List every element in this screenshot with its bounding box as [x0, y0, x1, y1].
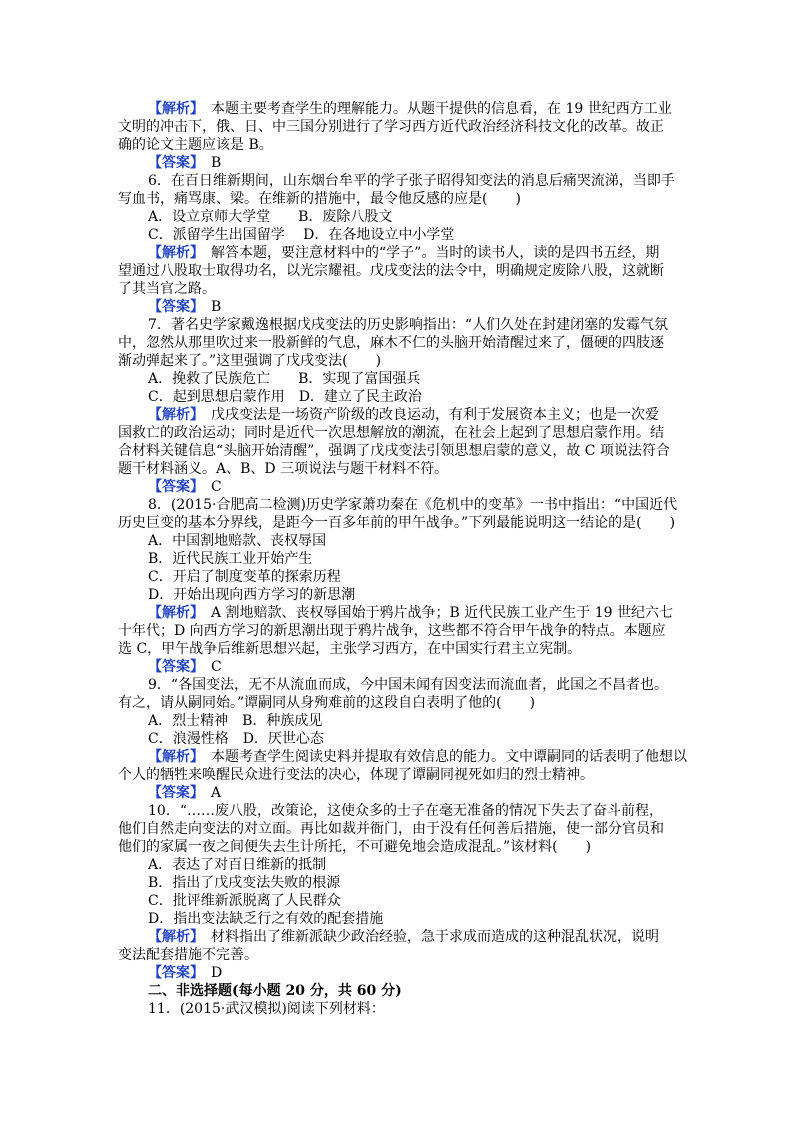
answer-label: 【答案】: [148, 659, 197, 675]
line-text: B: [197, 155, 222, 171]
text-line: [118, 334, 664, 352]
line-text: A．中国割地赔款、丧权辱国: [148, 533, 327, 549]
analysis-label: 【解析】: [148, 101, 197, 117]
text-line: [148, 568, 341, 586]
line-text: 题干材料涵义。A、B、D 三项说法与题干材料不符。: [118, 461, 449, 477]
line-text: 中，忽然从那里吹过来一股新鲜的气息，麻木不仁的头脑开始清醒过来了，僵硬的四肢逐: [118, 335, 664, 351]
text-line: [148, 982, 402, 1000]
text-line: [118, 460, 448, 478]
line-text: C．派留学生出国留学 D．在各地设立中小学堂: [148, 227, 455, 243]
text-line: [148, 370, 420, 388]
text-line: [118, 424, 664, 442]
line-text: 了其当官之路。: [118, 281, 216, 297]
line-text: 望通过八股取士取得功名，以光宗耀祖。戊戌变法的法令中，明确规定废除八股，这就断: [118, 263, 664, 279]
text-line: [118, 352, 381, 370]
text-line: [118, 766, 594, 784]
text-line: [148, 550, 312, 568]
line-text: 个人的牺牲来唤醒民众进行变法的决心，体现了谭嗣同视死如归的烈士精神。: [118, 767, 594, 783]
line-text: 戊戌变法是一场资产阶级的改良运动，有利于发展资本主义；也是一次爱: [197, 407, 659, 423]
text-line: [148, 874, 340, 892]
line-text: C．浪漫性格 D．厌世心态: [148, 731, 324, 747]
line-text: 9．“各国变法，无不从流血而成，今中国未闻有因变法而流血者，此国之不昌者也。: [148, 677, 669, 693]
analysis-label: 【解析】: [148, 245, 197, 261]
line-text: A．挽救了民族危亡 B．实现了富国强兵: [148, 371, 421, 387]
labeled-text-line: [148, 748, 687, 766]
labeled-text-line: [148, 784, 221, 802]
line-text: C: [197, 659, 222, 675]
line-text: 解答本题，要注意材料中的“学子”。当时的读书人，读的是四书五经，期: [197, 245, 660, 261]
text-line: [148, 496, 677, 514]
line-text: 他们自然走向变法的对立面。再比如裁并衙门，由于没有任何善后措施，使一部分官员和: [118, 821, 664, 837]
analysis-label: 【解析】: [148, 929, 197, 945]
line-text: 确的论文主题应该是 B。: [118, 137, 273, 153]
text-line: [118, 190, 521, 208]
labeled-text-line: [148, 964, 222, 982]
line-text: 7．著名史学家戴逸根据戊戌变法的历史影响指出：“人们久处在封建闭塞的发霉气氛: [148, 317, 669, 333]
text-line: [118, 280, 216, 298]
line-text: 本题考查学生阅读史料并提取有效信息的能力。文中谭嗣同的话表明了他想以: [197, 749, 687, 765]
line-text: 他们的家属一夜之间便失去生计所托，不可避免地会造成混乱。”该材料( ): [118, 839, 592, 855]
text-line: [118, 136, 273, 154]
text-line: [148, 712, 322, 730]
labeled-text-line: [148, 244, 659, 262]
line-text: 写血书，痛骂康、梁。在维新的措施中，最令他反感的应是( ): [118, 191, 521, 207]
line-text: 材料指出了维新派缺少政治经验，急于求成而造成的这种混乱状况，说明: [197, 929, 659, 945]
line-text: 有之，请从嗣同始。”谭嗣同从身殉难前的这段自白表明了他的( ): [118, 695, 536, 711]
text-line: [118, 694, 535, 712]
text-line: [118, 118, 664, 136]
text-line: [148, 856, 326, 874]
text-line: [148, 388, 422, 406]
labeled-text-line: [148, 298, 221, 316]
line-text: 渐动弹起来了。”这里强调了戊戌变法( ): [118, 353, 382, 369]
text-line: [118, 838, 591, 856]
text-line: [118, 820, 664, 838]
answer-label: 【答案】: [148, 785, 197, 801]
line-text: C．起到思想启蒙作用 D．建立了民主政治: [148, 389, 422, 405]
text-line: [148, 532, 326, 550]
line-text: B: [197, 299, 222, 315]
line-text: 合材料关键信息“头脑开始清醒”，强调了戊戌变法引领思想启蒙的意义，故 C 项说法符合: [118, 443, 670, 459]
labeled-text-line: [148, 928, 659, 946]
text-line: [148, 676, 668, 694]
line-text: 十年代；D 向西方学习的新思潮出现于鸦片战争，这些都不符合甲午战争的特点。本题应: [118, 623, 666, 639]
answer-label: 【答案】: [148, 155, 197, 171]
analysis-label: 【解析】: [148, 407, 197, 423]
line-text: D: [197, 965, 223, 981]
text-line: [148, 316, 668, 334]
answer-label: 【答案】: [148, 299, 197, 315]
text-line: [118, 442, 670, 460]
labeled-text-line: [148, 478, 222, 496]
line-text: B．近代民族工业开始产生: [148, 551, 313, 567]
analysis-label: 【解析】: [148, 605, 197, 621]
text-line: [118, 514, 675, 532]
text-line: [148, 208, 392, 226]
line-text: 变法配套措施不完善。: [118, 947, 258, 963]
line-text: 本题主要考查学生的理解能力。从题干提供的信息看，在 19 世纪西方工业: [197, 101, 672, 117]
line-text: C．开启了制度变革的探索历程: [148, 569, 341, 585]
line-text: 历史巨变的基本分界线，是距今一百多年前的甲午战争。”下列最能说明这一结论的是( ): [118, 515, 676, 531]
text-line: [118, 946, 258, 964]
line-text: A．烈士精神 B．种族成见: [148, 713, 323, 729]
line-text: 11．(2015·武汉模拟)阅读下列材料：: [148, 1001, 385, 1017]
answer-label: 【答案】: [148, 479, 197, 495]
line-text: A: [197, 785, 222, 801]
text-line: [118, 622, 666, 640]
text-line: [148, 586, 355, 604]
line-text: 8．(2015·合肥高二检测)历史学家萧功秦在《危机中的变革》一书中指出：“中国近代: [148, 497, 678, 513]
labeled-text-line: [148, 604, 673, 622]
line-text: D．指出变法缺乏行之有效的配套措施: [148, 911, 384, 927]
line-text: C．批评维新派脱离了人民群众: [148, 893, 341, 909]
labeled-text-line: [148, 658, 222, 676]
labeled-text-line: [148, 154, 221, 172]
line-text: 选 C，甲午战争后维新思想兴起，主张学习西方，在中国实行君主立宪制。: [118, 641, 582, 657]
line-text: 6．在百日维新期间，山东烟台牟平的学子张子昭得知变法的消息后痛哭流涕，当即手: [148, 173, 675, 189]
line-text: A．设立京师大学堂 B．废除八股文: [148, 209, 393, 225]
text-line: [118, 640, 581, 658]
text-line: [148, 730, 324, 748]
text-line: [148, 892, 341, 910]
line-text: A 割地赔款、丧权辱国始于鸦片战争；B 近代民族工业产生于 19 世纪六七: [197, 605, 674, 621]
text-line: [118, 262, 664, 280]
text-line: [148, 910, 383, 928]
text-line: [148, 226, 454, 244]
line-text: 文明的冲击下，俄、日、中三国分别进行了学习西方近代政治经济科技文化的改革。故正: [118, 119, 664, 135]
line-text: D．开始出现向西方学习的新思潮: [148, 587, 356, 603]
line-text: A．表达了对百日维新的抵制: [148, 857, 327, 873]
line-text: C: [197, 479, 222, 495]
line-text: 二、非选择题(每小题 20 分，共 60 分): [148, 983, 402, 999]
line-text: B．指出了戊戌变法失败的根源: [148, 875, 341, 891]
labeled-text-line: [148, 406, 659, 424]
line-text: 10．“……废八股，改策论，这使众多的士子在毫无准备的情况下失去了奋斗前程，: [148, 803, 663, 819]
text-line: [148, 172, 675, 190]
line-text: 国救亡的政治运动；同时是近代一次思想解放的潮流，在社会上起到了思想启蒙作用。结: [118, 425, 664, 441]
labeled-text-line: [148, 100, 672, 118]
answer-label: 【答案】: [148, 965, 197, 981]
analysis-label: 【解析】: [148, 749, 197, 765]
text-line: [148, 1000, 385, 1018]
text-line: [148, 802, 663, 820]
